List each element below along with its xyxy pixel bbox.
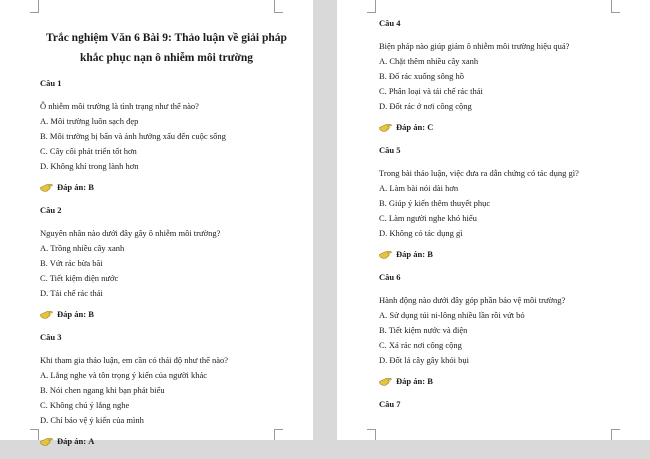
option-a: A. Sử dụng túi ni-lông nhiều lần rồi vứt bỏ: [379, 310, 525, 320]
option-a: A. Làm bài nói dài hơn: [379, 183, 459, 193]
question-text: Ô nhiễm môi trường là tình trạng như thế nào?: [40, 101, 199, 111]
option-a: A. Chặt thêm nhiều cây xanh: [379, 56, 479, 66]
option-d: D. Đốt lá cây gây khói bụi: [379, 355, 469, 365]
question-text: Trong bài thảo luận, việc đưa ra dẫn chứng có tác dụng gì?: [379, 168, 579, 178]
answer-prefix: Đáp án:: [396, 122, 426, 132]
question-block: [379, 399, 630, 410]
option-a: A. Trồng nhiều cây xanh: [40, 243, 125, 253]
question-label: Câu 5: [379, 145, 401, 155]
answer-prefix: Đáp án:: [57, 182, 87, 192]
page-content: [0, 0, 313, 459]
answer-line: [379, 122, 630, 133]
option-d: D. Chỉ bảo vệ ý kiến của mình: [40, 415, 144, 425]
option-c: C. Không chú ý lắng nghe: [40, 400, 130, 410]
answer-value: C: [427, 122, 434, 132]
hand-pointing-icon: [379, 250, 392, 259]
hand-pointing-icon: [379, 123, 392, 132]
option-b: B. Nói chen ngang khi bạn phát biểu: [40, 385, 165, 395]
question-label: Câu 7: [379, 399, 401, 409]
question-label: Câu 3: [40, 332, 62, 342]
option-c: C. Cây cối phát triển tốt hơn: [40, 146, 137, 156]
option-d: D. Không khí trong lành hơn: [40, 161, 139, 171]
answer-prefix: Đáp án:: [57, 436, 87, 446]
answer-value: B: [427, 376, 433, 386]
option-a: A. Môi trường luôn sạch đẹp: [40, 116, 139, 126]
question-label: Câu 1: [40, 78, 62, 88]
question-block: [40, 78, 293, 193]
question-label: Câu 2: [40, 205, 62, 215]
question-text: Nguyên nhân nào dưới đây gây ô nhiễm môi trường?: [40, 228, 221, 238]
question-label: Câu 6: [379, 272, 401, 282]
option-c: C. Làm người nghe khó hiểu: [379, 213, 477, 223]
question-text: Hành động nào dưới đây góp phần bảo vệ môi trường?: [379, 295, 566, 305]
hand-pointing-icon: [40, 183, 53, 192]
question-block: [40, 332, 293, 447]
option-b: B. Giúp ý kiến thêm thuyết phục: [379, 198, 491, 208]
document-page-right: [337, 0, 650, 440]
answer-prefix: Đáp án:: [57, 309, 87, 319]
option-b: B. Môi trường bị bẩn và ảnh hưởng xấu đến cuộc sống: [40, 131, 226, 141]
answer-value: B: [427, 249, 433, 259]
question-text: Biện pháp nào giúp giảm ô nhiễm môi trường hiệu quả?: [379, 41, 570, 51]
answer-line: [40, 436, 293, 447]
title-line-2: khắc phục nạn ô nhiễm môi trường: [79, 52, 254, 64]
answer-value: B: [88, 182, 94, 192]
option-d: D. Đốt rác ở nơi công cộng: [379, 101, 472, 111]
document-title: [40, 28, 293, 68]
answer-line: [40, 309, 293, 320]
answer-line: [379, 249, 630, 260]
answer-line: [379, 376, 630, 387]
question-block: [379, 145, 630, 260]
hand-pointing-icon: [40, 437, 53, 446]
option-b: B. Vứt rác bừa bãi: [40, 258, 103, 268]
option-d: D. Không có tác dụng gì: [379, 228, 463, 238]
answer-value: B: [88, 309, 94, 319]
crop-mark: [611, 429, 620, 440]
question-label: Câu 4: [379, 18, 401, 28]
answer-prefix: Đáp án:: [396, 376, 426, 386]
option-a: A. Lắng nghe và tôn trọng ý kiến của người khác: [40, 370, 208, 380]
option-b: B. Đổ rác xuống sông hồ: [379, 71, 464, 81]
option-c: C. Tiết kiệm điện nước: [40, 273, 119, 283]
hand-pointing-icon: [379, 377, 392, 386]
crop-mark: [367, 429, 376, 440]
answer-line: [40, 182, 293, 193]
page-content: [337, 0, 650, 422]
question-block: [40, 205, 293, 320]
question-block: [379, 272, 630, 387]
option-c: C. Phân loại và tái chế rác thải: [379, 86, 483, 96]
answer-value: A: [88, 436, 95, 446]
question-text: Khi tham gia thảo luận, em cần có thái độ như thế nào?: [40, 355, 229, 365]
option-c: C. Xả rác nơi công cộng: [379, 340, 462, 350]
question-block: [379, 18, 630, 133]
document-page-left: [0, 0, 313, 446]
answer-prefix: Đáp án:: [396, 249, 426, 259]
title-line-1: Trắc nghiệm Văn 6 Bài 9: Thảo luận về giải pháp: [46, 32, 287, 44]
hand-pointing-icon: [40, 310, 53, 319]
option-d: D. Tái chế rác thải: [40, 288, 103, 298]
option-b: B. Tiết kiệm nước và điện: [379, 325, 468, 335]
